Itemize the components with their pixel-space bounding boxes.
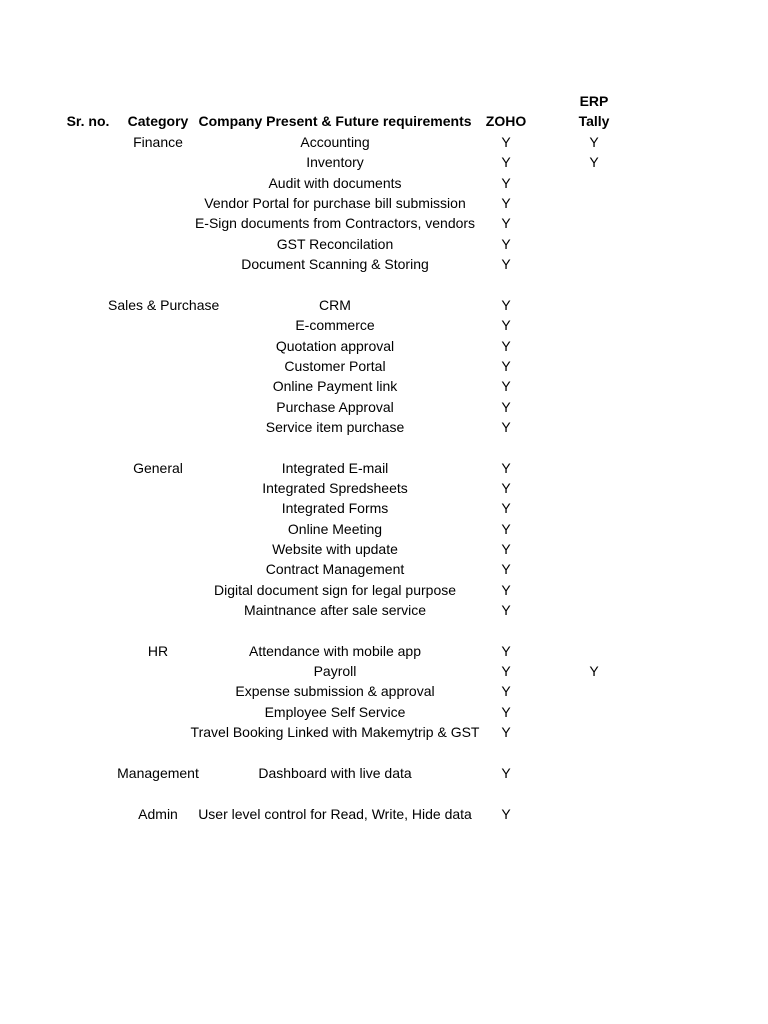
zoho-cell: Y (501, 541, 511, 557)
requirement-text: Integrated Forms (281, 500, 389, 516)
tally-header: Tally (578, 113, 610, 129)
requirement-cell (207, 539, 463, 559)
zoho-cell: Y (501, 643, 511, 659)
requirement-text: User level control for Read, Write, Hide data (198, 806, 472, 822)
zoho-cell: Y (501, 806, 511, 822)
requirement-text: Travel Booking Linked with Makemytrip & GST (190, 724, 480, 740)
requirement-cell (207, 519, 463, 539)
requirement-cell (207, 661, 463, 681)
requirement-cell (204, 193, 466, 213)
requirement-cell (207, 478, 463, 498)
zoho-cell: Y (501, 663, 511, 679)
requirement-text: Employee Self Service (264, 704, 406, 720)
requirement-cell (198, 804, 472, 824)
requirement-cell (207, 498, 463, 518)
zoho-cell: Y (501, 195, 511, 211)
requirement-cell (207, 641, 463, 661)
requirement-text: E-Sign documents from Contractors, vendors (194, 215, 476, 231)
requirement-cell (207, 559, 463, 579)
requirement-text: Quotation approval (275, 338, 395, 354)
zoho-cell: Y (501, 317, 511, 333)
requirement-text: Integrated E-mail (281, 460, 389, 476)
requirement-text: Maintnance after sale service (243, 602, 427, 618)
requirement-cell (207, 763, 463, 783)
requirements-header-text: Company Present & Future requirements (198, 113, 472, 129)
zoho-cell: Y (501, 500, 511, 516)
requirement-text: Dashboard with live data (258, 765, 412, 781)
zoho-header: ZOHO (485, 113, 527, 129)
requirement-text: Purchase Approval (276, 399, 394, 415)
requirement-text: Expense submission & approval (235, 683, 435, 699)
category-cell: HR (147, 643, 169, 659)
zoho-cell: Y (501, 704, 511, 720)
requirement-text: Accounting (300, 134, 370, 150)
requirement-text: GST Reconcilation (276, 236, 394, 252)
requirement-text: Inventory (306, 154, 364, 170)
requirement-cell (207, 397, 463, 417)
zoho-cell: Y (501, 724, 511, 740)
requirement-text: Document Scanning & Storing (241, 256, 429, 272)
requirement-cell (207, 295, 463, 315)
zoho-cell: Y (501, 521, 511, 537)
category-cell: Management (117, 765, 199, 781)
zoho-cell: Y (501, 561, 511, 577)
requirement-cell (207, 152, 463, 172)
requirement-text: Vendor Portal for purchase bill submission (204, 195, 466, 211)
requirement-cell (207, 580, 463, 600)
requirement-cell (207, 132, 463, 152)
tally-cell: Y (589, 663, 599, 679)
category-cell: Finance (133, 134, 183, 150)
requirement-cell (207, 458, 463, 478)
zoho-cell: Y (501, 154, 511, 170)
requirement-cell (207, 336, 463, 356)
requirement-text: Attendance with mobile app (249, 643, 421, 659)
zoho-cell: Y (501, 297, 511, 313)
requirement-cell (207, 315, 463, 335)
zoho-cell: Y (501, 419, 511, 435)
requirement-cell (207, 681, 463, 701)
requirement-text: Website with update (272, 541, 398, 557)
requirement-text: Online Meeting (287, 521, 383, 537)
zoho-cell: Y (501, 236, 511, 252)
requirement-text: Contract Management (265, 561, 405, 577)
zoho-cell: Y (501, 134, 511, 150)
erp-group-header: ERP (579, 93, 609, 109)
zoho-cell: Y (501, 378, 511, 394)
requirement-cell (207, 254, 463, 274)
zoho-cell: Y (501, 256, 511, 272)
zoho-cell: Y (501, 399, 511, 415)
category-header: Category (127, 113, 189, 129)
zoho-cell: Y (501, 683, 511, 699)
requirement-cell (207, 234, 463, 254)
zoho-cell: Y (501, 358, 511, 374)
requirement-text: Digital document sign for legal purpose (213, 582, 457, 598)
requirement-cell (207, 702, 463, 722)
zoho-cell: Y (501, 480, 511, 496)
requirement-text: Payroll (313, 663, 357, 679)
requirement-cell (207, 600, 463, 620)
zoho-cell: Y (501, 460, 511, 476)
zoho-cell: Y (501, 215, 511, 231)
requirement-cell (207, 173, 463, 193)
requirement-text: Audit with documents (268, 175, 402, 191)
zoho-cell: Y (501, 175, 511, 191)
sr-no-header: Sr. no. (66, 113, 110, 129)
requirement-cell (207, 356, 463, 376)
requirement-text: Service item purchase (265, 419, 405, 435)
zoho-cell: Y (501, 338, 511, 354)
requirement-cell (207, 376, 463, 396)
requirement-text: Customer Portal (284, 358, 386, 374)
zoho-cell: Y (501, 602, 511, 618)
category-cell: Admin (138, 806, 178, 822)
requirement-text: Integrated Spredsheets (262, 480, 408, 496)
zoho-cell: Y (501, 765, 511, 781)
requirement-text: E-commerce (295, 317, 375, 333)
requirement-cell (194, 213, 476, 233)
tally-cell: Y (589, 134, 599, 150)
requirement-text: CRM (319, 297, 351, 313)
tally-cell: Y (589, 154, 599, 170)
requirement-cell (207, 417, 463, 437)
requirements-header (198, 111, 472, 131)
requirement-text: Online Payment link (272, 378, 398, 394)
category-cell: Sales & Purchase (108, 297, 220, 313)
category-cell: General (133, 460, 183, 476)
zoho-cell: Y (501, 582, 511, 598)
requirement-cell (190, 722, 480, 742)
